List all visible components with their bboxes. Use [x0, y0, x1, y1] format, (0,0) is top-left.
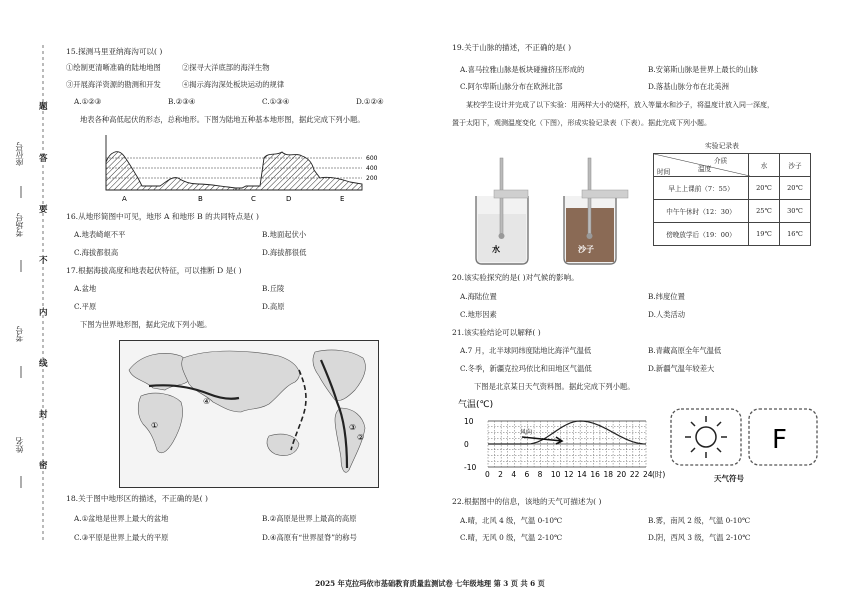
q16-option-b[interactable]: B.地面起伏小	[262, 230, 307, 239]
seat-number-label: 座位号	[15, 142, 24, 166]
q15-option-d[interactable]: D.①②④	[356, 97, 384, 106]
wind-symbol-box	[748, 408, 818, 466]
x-tick-label: 8	[537, 470, 543, 479]
terrain-letter: B	[198, 195, 203, 203]
q20-option-d[interactable]: D.人类活动	[648, 310, 686, 319]
contour-label: 200	[366, 175, 378, 182]
y-tick-label: 0	[464, 440, 469, 449]
map-intro: 下图为世界地形图，据此完成下列小题。	[80, 320, 212, 329]
wind-symbol-letter: F	[772, 425, 787, 455]
q22-option-a[interactable]: A.晴，北风 4 级，气温 0-10℃	[460, 516, 563, 525]
experiment-intro-line2: 置于太阳下，观测温度变化（下图），形成实验记录表（下表）。据此完成下列小题。	[452, 119, 711, 127]
x-tick-label: 10	[550, 470, 561, 479]
q16-option-c[interactable]: C.海拔都很高	[74, 248, 119, 257]
wind-direction-label: 风向	[520, 429, 533, 436]
q19-option-c[interactable]: C.阿尔卑斯山脉分布在欧洲北部	[460, 82, 563, 91]
corner-medium: 介质	[714, 157, 728, 165]
sand-label: 沙子	[578, 245, 594, 254]
beaker-experiment	[470, 150, 640, 268]
q17-stem: 17.根据海拔高度和地表起伏特征，可以推断 D 是( )	[66, 266, 242, 275]
seal-char: 题	[39, 102, 48, 112]
x-unit-label: (时)	[652, 470, 666, 479]
q15-item: ②探寻大洋底部的海洋生物	[182, 63, 270, 72]
q15-item: ③开展海洋资源的勘测和开发	[66, 80, 161, 89]
map-marker-2: ②	[357, 433, 365, 442]
contour-label: 400	[366, 165, 378, 172]
q20-option-b[interactable]: B.纬度位置	[648, 292, 685, 301]
temperature-chart	[458, 395, 668, 487]
q15-item: ①绘制更清晰准确的陆地地图	[66, 63, 161, 72]
map-marker-4: ④	[203, 397, 211, 406]
x-tick-label: 20	[616, 470, 627, 479]
map-marker-3: ③	[349, 423, 357, 432]
terrain-plateau-d	[236, 152, 362, 190]
x-tick-label: 6	[524, 470, 530, 479]
q21-option-b[interactable]: B.青藏高原全年气温低	[648, 346, 722, 355]
corner-temp: 温度	[698, 165, 712, 173]
q15-item: ④揭示海沟深处板块运动的规律	[182, 80, 285, 89]
table-cell-sand: 20℃	[780, 177, 811, 200]
table-cell-sand: 30℃	[780, 200, 811, 223]
exam-number-label: 考号	[15, 326, 24, 342]
seal-char: 不	[39, 256, 48, 266]
x-tick-label: 14	[577, 470, 587, 479]
q22-stem: 22.根据图中的信息，该地的天气可描述为( )	[452, 497, 602, 506]
thermometer-bulb	[499, 233, 505, 239]
table-cell-water: 20℃	[749, 177, 780, 200]
page-footer: 2025 年克拉玛依市基础教育质量监测试卷 七年级地理 第 3 页 共 6 页	[315, 579, 545, 588]
q16-option-a[interactable]: A.地表崎岖不平	[74, 230, 126, 239]
q20-option-c[interactable]: C.地形因素	[460, 310, 497, 319]
thermometer-clamp	[582, 190, 628, 198]
q16-stem: 16.从地形简图中可见，地形 A 和地形 B 的共同特点是( )	[66, 212, 260, 221]
binding-margin	[0, 0, 60, 595]
seal-char: 线	[39, 359, 48, 369]
q15-option-b[interactable]: B.②③④	[168, 97, 196, 106]
terrain-letter: D	[286, 195, 292, 203]
table-row	[654, 200, 811, 223]
q22-option-b[interactable]: B.雾，南风 2 级，气温 0-10℃	[648, 516, 751, 525]
q18-stem: 18.关于图中地形区的描述，不正确的是( )	[66, 494, 208, 503]
table-cell-water: 19℃	[749, 223, 780, 246]
table-cell-time: 早上上课前（7：55）	[654, 177, 749, 200]
q18-option-c[interactable]: C.③平原是世界上最大的平原	[74, 533, 169, 542]
corner-time: 时间	[657, 168, 671, 176]
q22-option-c[interactable]: C.晴，无风 0 级，气温 2-10℃	[460, 533, 563, 542]
q17-option-b[interactable]: B.丘陵	[262, 284, 285, 293]
contour-label: 600	[366, 155, 378, 162]
q21-option-c[interactable]: C.冬季，新疆克拉玛依比和田地区气温低	[460, 364, 592, 373]
q21-option-a[interactable]: A.7 月，北半球同纬度陆地比海洋气温低	[460, 346, 592, 355]
experiment-intro-line1: 某校学生设计并完成了以下实验：用两样大小的烧杯，放入等量水和沙子，将温度计放入同一深度，	[466, 101, 774, 109]
q17-option-d[interactable]: D.高原	[262, 302, 285, 311]
record-table	[653, 153, 811, 246]
seal-char: 答	[39, 154, 48, 164]
x-tick-label: 2	[498, 470, 503, 479]
weather-intro: 下图是北京某日天气资料图。据此完成下列小题。	[474, 382, 635, 391]
map-marker-1: ①	[151, 421, 159, 430]
q22-option-d[interactable]: D.阴，西风 3 级，气温 2-10℃	[648, 533, 751, 542]
terrain-profile-chart	[100, 130, 400, 205]
q16-option-d[interactable]: D.海拔都很低	[262, 248, 307, 257]
q19-option-a[interactable]: A.喜马拉雅山脉是板块碰撞挤压形成的	[460, 65, 585, 74]
table-row	[654, 223, 811, 246]
world-map	[119, 340, 379, 488]
record-table-title: 实验记录表	[705, 142, 739, 150]
q18-option-d[interactable]: D.④高原有“世界屋脊”的称号	[262, 533, 357, 542]
q17-option-a[interactable]: A.盆地	[74, 284, 97, 293]
thermometer-clamp	[494, 190, 528, 198]
q18-option-a[interactable]: A.①盆地是世界上最大的盆地	[74, 514, 169, 523]
q15-stem: 15.探测马里亚纳海沟可以( )	[66, 47, 163, 56]
seal-char: 封	[39, 410, 48, 420]
x-tick-label: 16	[590, 470, 600, 479]
seal-char: 密	[39, 461, 48, 471]
q17-option-c[interactable]: C.平原	[74, 302, 97, 311]
table-cell-time: 中午午休时（12：30）	[654, 200, 749, 223]
q20-stem: 20.该实验探究的是( )对气候的影响。	[452, 273, 579, 282]
q20-option-a[interactable]: A.海陆位置	[460, 292, 497, 301]
x-tick-label: 12	[564, 470, 574, 479]
table-row	[654, 177, 811, 200]
q19-option-d[interactable]: D.落基山脉分布在北美洲	[648, 82, 729, 91]
q18-option-b[interactable]: B.②高原是世界上最高的高原	[262, 514, 357, 523]
table-header-water: 水	[749, 154, 780, 177]
terrain-letter: A	[122, 195, 127, 203]
y-tick-label: -10	[464, 463, 477, 472]
seal-char: 内	[39, 308, 48, 318]
exam-room-label: 考场号	[15, 213, 24, 237]
q19-option-b[interactable]: B.安第斯山脉是世界上最长的山脉	[648, 65, 758, 74]
q21-stem: 21.该实验结论可以解释( )	[452, 328, 541, 337]
terrain-letter: E	[340, 195, 345, 203]
x-tick-label: 18	[603, 470, 614, 479]
q15-option-c[interactable]: C.①③④	[262, 97, 290, 106]
water-label: 水	[492, 245, 500, 254]
table-header-sand: 沙子	[780, 154, 811, 177]
x-tick-label: 22	[629, 470, 640, 479]
q21-option-d[interactable]: D.新疆气温年较差大	[648, 364, 715, 373]
table-corner-cell	[654, 154, 749, 177]
seal-char: 要	[39, 205, 48, 215]
x-tick-label: 4	[511, 470, 517, 479]
x-tick-label: 0	[485, 470, 490, 479]
y-tick-label: 10	[464, 417, 474, 426]
q15-option-a[interactable]: A.①②③	[74, 97, 102, 106]
q19-stem: 19.关于山脉的描述，不正确的是( )	[452, 43, 572, 52]
weather-symbol-label: 天气符号	[714, 474, 744, 483]
terrain-mountain-a	[106, 152, 236, 190]
binding-lines	[0, 0, 60, 595]
terrain-letter: C	[251, 195, 256, 203]
chart-ylabel: 气温(℃)	[458, 400, 494, 410]
thermometer-bulb	[587, 233, 593, 239]
table-cell-sand: 16℃	[780, 223, 811, 246]
sun-symbol-box	[670, 408, 742, 466]
table-cell-time: 傍晚放学后（19：00）	[654, 223, 749, 246]
name-label: 姓名	[15, 437, 24, 453]
table-cell-water: 25℃	[749, 200, 780, 223]
terrain-intro: 地表各种高低起伏的形态，总称地形。下图为陆地五种基本地形图，据此完成下列小题。	[80, 115, 365, 124]
x-tick-label: 24	[643, 470, 653, 479]
